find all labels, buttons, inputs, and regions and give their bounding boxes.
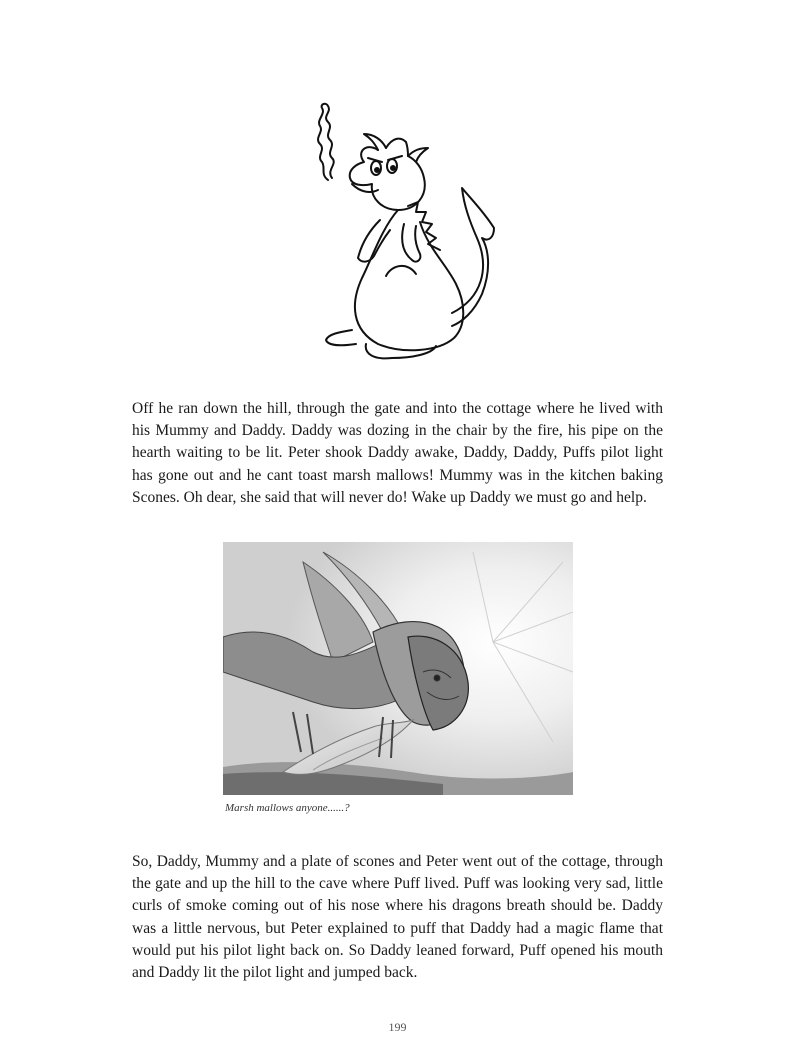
- image-caption: Marsh mallows anyone......?: [225, 802, 350, 814]
- cartoon-dragon-illustration: [312, 98, 502, 360]
- paragraph: Off he ran down the hill, through the gate and into the cottage where he lived with his Mummy and Daddy. Daddy was dozing in the chair by the fire, his pipe on the hearth waiting to be lit. Peter shook Daddy awake, Daddy, Daddy, Puffs pilot light has gone out and he cant toast marsh mallows! Mummy was in the kitchen baking Scones. Oh dear, she said that will never do! Wake up Daddy we must go and help.: [132, 400, 663, 506]
- paragraph: So, Daddy, Mummy and a plate of scones and Peter went out of the cottage, through the gate and up the hill to the cave where Puff lived. Puff was looking very sad, little curls of smoke coming out of his nose where his dragons breath should be. Daddy was a little nervous, but Peter explained to puff that Daddy had a magic flame that would put his pilot light back on. So Daddy leaned forward, Puff opened his mouth and Daddy lit the pilot light and jumped back.: [132, 853, 663, 982]
- dragon-sketch-image: [223, 542, 573, 795]
- page-number: 199: [388, 1020, 407, 1034]
